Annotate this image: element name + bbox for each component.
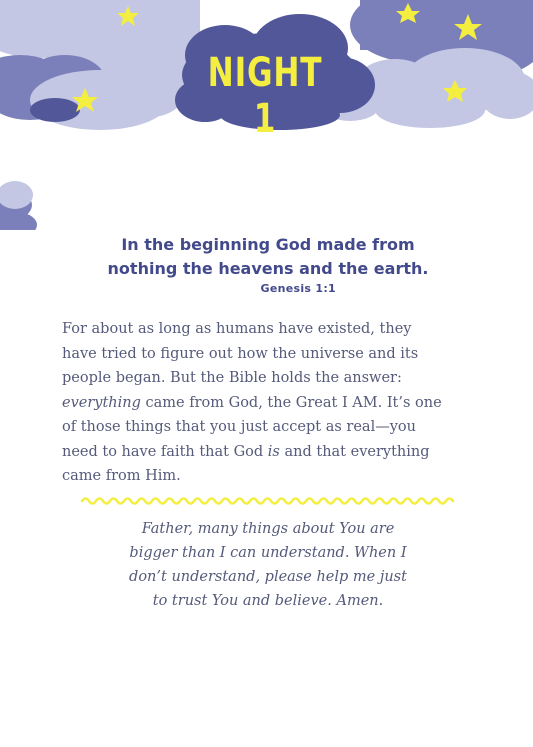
body-text-run: need to have faith that God: [62, 443, 268, 460]
body-text-run: people began. But the Bible holds the answer:: [62, 370, 402, 386]
prayer: [90, 517, 446, 613]
body-line: [62, 391, 475, 416]
body-text-run: came from Him.: [62, 468, 181, 484]
body-text-run: came from God, the Great I AM. It’s one: [140, 394, 442, 411]
body-emphasis: is: [267, 443, 280, 460]
body-text-run: have tried to figure out how the universe and its: [62, 345, 419, 362]
body-line: [62, 440, 475, 465]
body-emphasis: everything: [62, 394, 141, 411]
body-line: [62, 415, 475, 440]
cloud-dark-left-lower: [30, 98, 80, 122]
prayer-line: don’t understand, please help me just: [129, 569, 407, 585]
prayer-line: Father, many things about You are: [141, 521, 395, 537]
body-line: [62, 317, 475, 342]
body-line: [62, 366, 475, 391]
devotional-body: [62, 317, 475, 489]
verse-line: nothing the heavens and the earth.: [107, 259, 429, 278]
scripture-verse: [80, 233, 456, 281]
body-text-run: of those things that you just accept as real—you: [62, 419, 416, 435]
body-text-run: and that everything: [279, 443, 430, 460]
prayer-line: to trust You and believe. Amen.: [152, 593, 384, 609]
body-text-run: For about as long as humans have existed, they: [62, 321, 412, 337]
verse-line: In the beginning God made from: [121, 235, 415, 254]
page-title: NIGHT 1: [207, 50, 323, 142]
prayer-line: bigger than I can understand. When I: [129, 545, 407, 561]
verse-reference: Genesis 1:1: [260, 282, 336, 295]
wavy-line-icon: [80, 494, 456, 508]
body-line: [62, 342, 475, 367]
body-line: [62, 464, 475, 489]
